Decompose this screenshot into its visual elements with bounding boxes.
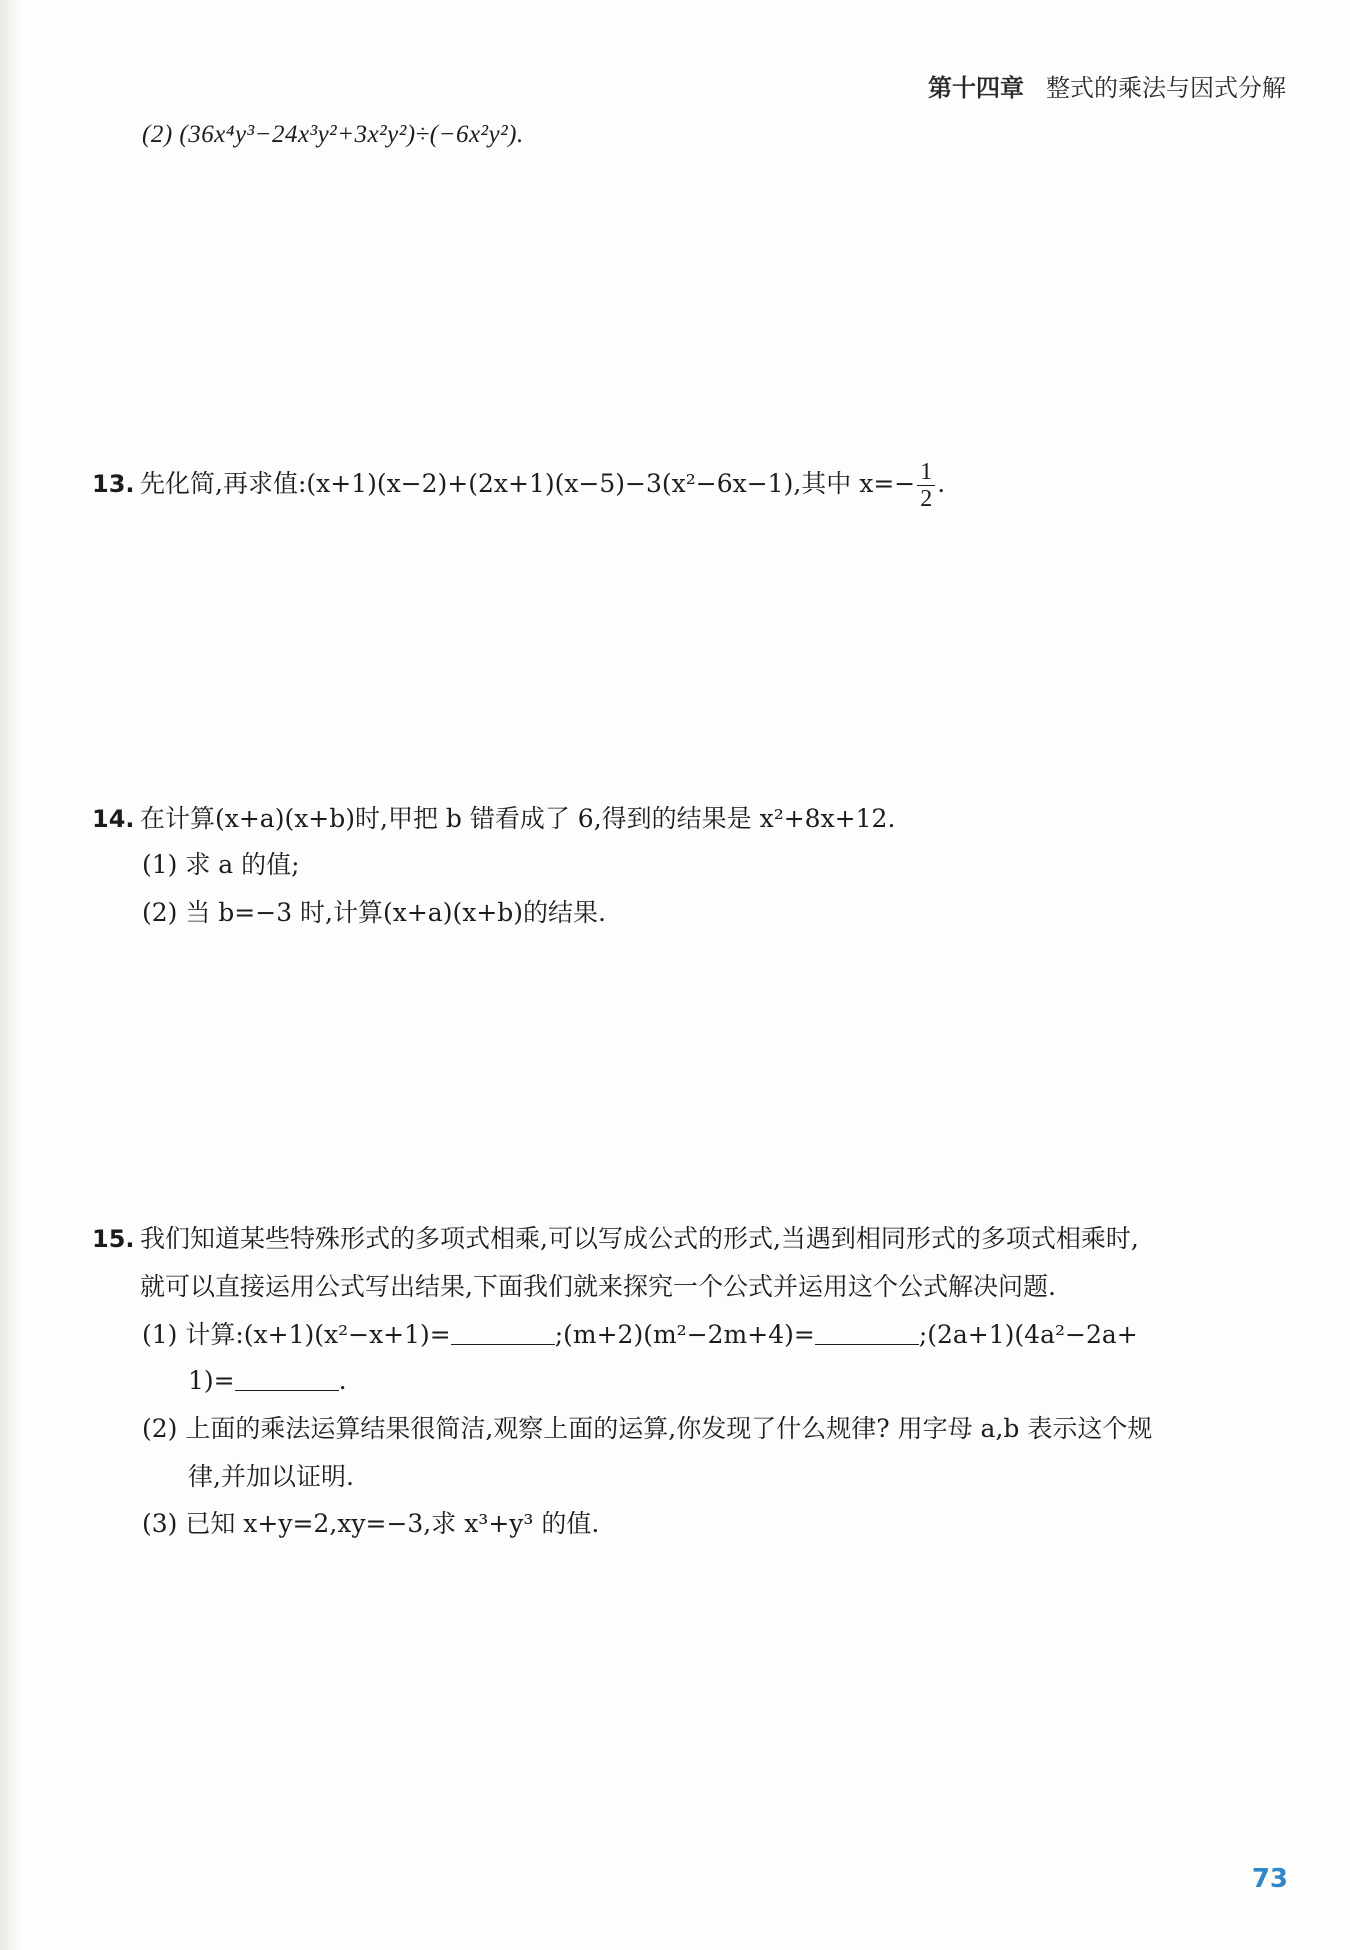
q13-number: 13. <box>92 470 135 498</box>
q15-stem-line1: 我们知道某些特殊形式的多项式相乘,可以写成公式的形式,当遇到相同形式的多项式相乘时, <box>140 1224 1139 1253</box>
page-edge-shadow <box>0 0 22 1950</box>
answer-blank-2[interactable] <box>815 1322 919 1345</box>
q15-part1-cont <box>188 1364 347 1398</box>
chapter-title: 整式的乘法与因式分解 <box>1046 74 1286 102</box>
q15-part1-c: ;(2a+1)(4a²−2a+ <box>918 1320 1138 1349</box>
answer-blank-3[interactable] <box>235 1368 339 1391</box>
q15-part1-b: ;(m+2)(m²−2m+4)= <box>554 1320 815 1349</box>
q15-number: 15. <box>92 1225 135 1253</box>
q15-stem-line2: 就可以直接运用公式写出结果,下面我们就来探究一个公式并运用这个公式解决问题. <box>140 1272 1056 1301</box>
q15-part1 <box>142 1318 1138 1352</box>
q12-part2: (2) (36x⁴y³−24x³y²+3x²y²)÷(−6x²y²). <box>142 121 524 148</box>
q14-number: 14. <box>92 805 135 833</box>
question-14 <box>92 802 895 836</box>
q15-part2-line2: 律,并加以证明. <box>188 1462 354 1491</box>
answer-blank-1[interactable] <box>451 1322 555 1345</box>
q15-part2-line1: (2) 上面的乘法运算结果很简洁,观察上面的运算,你发现了什么规律? 用字母 a,b 表示这个规 <box>142 1414 1153 1443</box>
chapter-header <box>928 68 1286 103</box>
q13-text: 先化简,再求值:(x+1)(x−2)+(2x+1)(x−5)−3(x²−6x−1),其中 x=− <box>140 469 916 498</box>
q15-part1-end: . <box>338 1366 347 1395</box>
chapter-number: 第十四章 <box>928 74 1024 102</box>
q14-stem: 在计算(x+a)(x+b)时,甲把 b 错看成了 6,得到的结果是 x²+8x+12. <box>140 804 896 833</box>
q14-part2: (2) 当 b=−3 时,计算(x+a)(x+b)的结果. <box>142 898 606 927</box>
q13-end: . <box>937 469 946 498</box>
question-15 <box>92 1222 1139 1256</box>
page-number: 73 <box>1251 1864 1288 1894</box>
q13-fraction <box>917 459 935 512</box>
q15-part1-a: (1) 计算:(x+1)(x²−x+1)= <box>142 1320 451 1349</box>
q15-part3: (3) 已知 x+y=2,xy=−3,求 x³+y³ 的值. <box>142 1509 600 1538</box>
question-13 <box>92 459 945 512</box>
q14-part1: (1) 求 a 的值; <box>142 850 300 879</box>
q13-frac-denominator: 2 <box>920 486 933 512</box>
q13-frac-numerator: 1 <box>917 459 935 486</box>
q15-part1-d: 1)= <box>188 1366 235 1395</box>
